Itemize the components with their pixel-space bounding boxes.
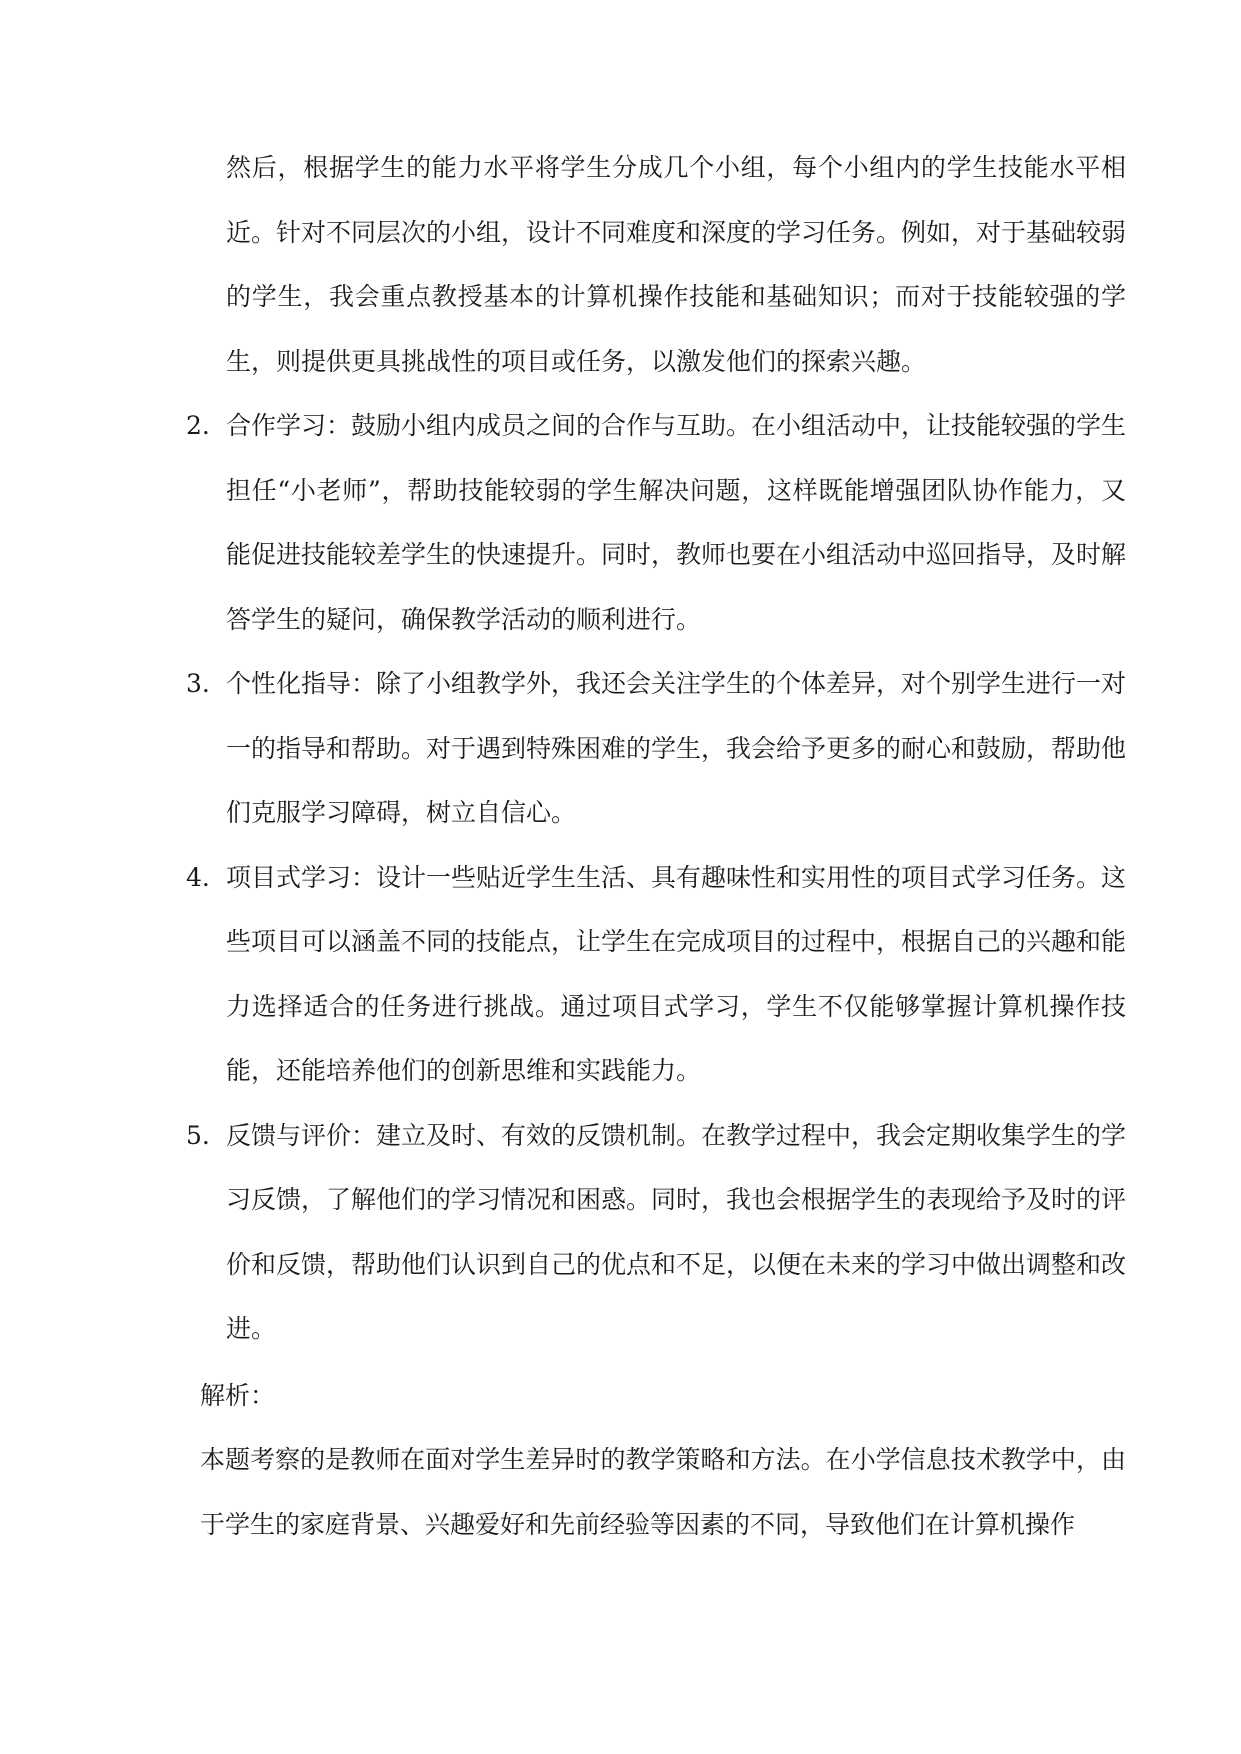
list-item-number: 2. [186,411,210,440]
list-item-5 [186,1104,1126,1362]
list-item-text: 反馈与评价：建立及时、有效的反馈机制。在教学过程中，我会定期收集学生的学习反馈，了解他们的学习情况和困惑。同时，我也会根据学生的表现给予及时的评价和反馈，帮助他们认识到自己的优点和不足，以便在未来的学习中做出调整和改进。 [226,1120,1127,1343]
list-item-number: 4. [186,862,210,892]
list-item-text: 项目式学习：设计一些贴近学生生活、具有趣味性和实用性的项目式学习任务。这些项目可以涵盖不同的技能点，让学生在完成项目的过程中，根据自己的兴趣和能力选择适合的任务进行挑战。通过项目式学习，学生不仅能够掌握计算机操作技能，还能培养他们的创新思维和实践能力。 [226,862,1127,1085]
list-item-2 [186,394,1126,652]
list-item-4 [186,846,1126,1104]
analysis-label: 解析： [200,1381,276,1410]
list-item-number: 5. [186,1120,210,1150]
continuation-paragraph: 然后，根据学生的能力水平将学生分成几个小组，每个小组内的学生技能水平相近。针对不同层次的小组，设计不同难度和深度的学习任务。例如，对于基础较弱的学生，我会重点教授基本的计算机操作技能和基础知识；而对于技能较强的学生，则提供更具挑战性的项目或任务，以激发他们的探索兴趣。 [226,153,1127,376]
analysis-paragraph: 本题考察的是教师在面对学生差异时的教学策略和方法。在小学信息技术教学中，由于学生的家庭背景、兴趣爱好和先前经验等因素的不同，导致他们在计算机操作 [200,1445,1126,1539]
list-item-text: 合作学习：鼓励小组内成员之间的合作与互助。在小组活动中，让技能较强的学生担任“小老师”，帮助技能较弱的学生解决问题，这样既能增强团队协作能力，又能促进技能较差学生的快速提升。同时，教师也要在小组活动中巡回指导，及时解答学生的疑问，确保教学活动的顺利进行。 [226,411,1127,634]
list-item-number: 3. [186,669,210,698]
strategy-list [186,394,1126,1362]
list-item-3 [186,652,1126,846]
list-item-text: 个性化指导：除了小组教学外，我还会关注学生的个体差异，对个别学生进行一对一的指导和帮助。对于遇到特殊困难的学生，我会给予更多的耐心和鼓励，帮助他们克服学习障碍，树立自信心。 [226,669,1127,827]
